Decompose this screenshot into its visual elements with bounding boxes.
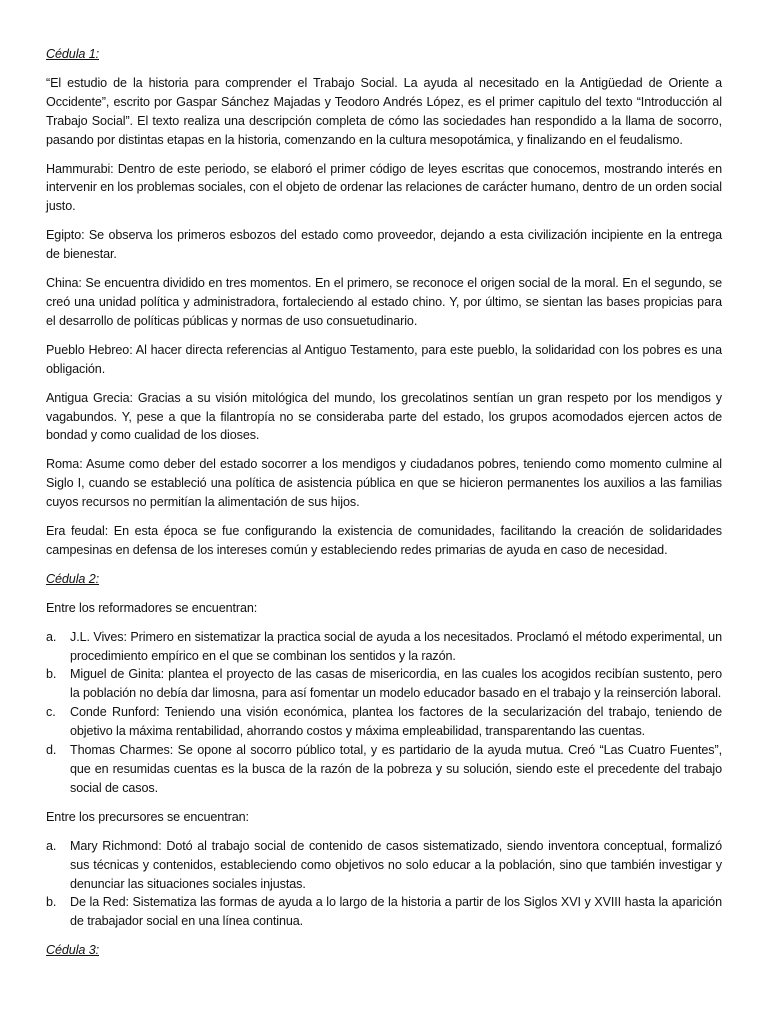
cedula-1-paragraph-china: China: Se encuentra dividido en tres momentos. En el primero, se reconoce el origen social de la moral. En el segundo, se creó una unidad política y administradora, fortaleciendo al estado chino. Y, por último, se sientan las bases propicias para el desarrollo de políticas públicas y normas de uso consuetudinario. [46, 276, 722, 328]
list-item-text: Thomas Charmes: Se opone al socorro público total, y es partidario de la ayuda mutua. Creó “Las Cuatro Fuentes”, que en resumidas cuentas es la busca de la razón de la pobreza y su solución, siendo este el precedente del trabajo social de casos. [70, 743, 722, 795]
reformadores-list [46, 628, 722, 798]
cedula-1-paragraph-era-feudal: Era feudal: En esta época se fue configurando la existencia de comunidades, facilitando la creación de solidaridades campesinas en defensa de los intereses común y estableciendo redes primarias de ayuda en caso de necesidad. [46, 524, 722, 557]
list-item [46, 665, 722, 703]
list-item-text: De la Red: Sistematiza las formas de ayuda a lo largo de la historia a partir de los Siglos XVI y XVIII hasta la aparición de trabajador social en una línea continua. [70, 895, 722, 929]
list-marker: c. [46, 705, 56, 720]
list-item-text: Conde Runford: Teniendo una visión económica, plantea los factores de la secularización del trabajo, teniendo de objetivo la máxima rentabilidad, ahorrando costos y máxima empleabilidad, transparentando las cuentas. [70, 705, 722, 739]
precursores-intro: Entre los precursores se encuentran: [46, 809, 249, 824]
list-marker: b. [46, 895, 57, 910]
cedula-1-heading: Cédula 1: [46, 47, 100, 61]
cedula-1-paragraph-pueblo-hebreo: Pueblo Hebreo: Al hacer directa referencias al Antiguo Testamento, para este pueblo, la solidaridad con los pobres es una obligación. [46, 342, 722, 376]
list-marker: a. [46, 838, 57, 853]
cedula-1-paragraph-egipto: Egipto: Se observa los primeros esbozos del estado como proveedor, dejando a esta civilización incipiente en la entrega de bienestar. [46, 228, 722, 262]
list-item [46, 893, 722, 931]
list-item [46, 628, 722, 666]
list-item-text: J.L. Vives: Primero en sistematizar la practica social de ayuda a los necesitados. Proclamó el método experimental, un procedimiento empírico en el que se combinan los sentidos y la razón. [70, 629, 722, 663]
cedula-1-paragraph-roma: Roma: Asume como deber del estado socorrer a los mendigos y ciudadanos pobres, teniendo como momento culmine al Siglo I, cuando se estableció una política de asistencia pública en que se hicieron permanentes los auxilios a las familias cuyos recursos no permitían la alimentación de sus hijos. [46, 457, 722, 510]
list-marker: d. [46, 743, 57, 758]
cedula-1-paragraph-antigua-grecia: Antigua Grecia: Gracias a su visión mitológica del mundo, los grecolatinos sentían un gran respeto por los mendigos y vagabundos. Y, pese a que la filantropía no se consideraba parte del estado, los grupos acomodados ejercen actos de bondad y como cualidad de los dioses. [46, 390, 722, 443]
list-marker: a. [46, 629, 57, 644]
cedula-2-heading: Cédula 2: [46, 571, 100, 586]
cedula-1-paragraph-intro: “El estudio de la historia para comprender el Trabajo Social. La ayuda al necesitado en la Antigüedad de Oriente a Occidente”, escrito por Gaspar Sánchez Majadas y Teodoro Andrés López, es el primer capitulo del texto “Introducción al Trabajo Social”. El texto realiza una descripción completa de cómo las sociedades han respondido a la llama de socorro, pasando por distintas etapas en la historia, comenzando en la cultura mesopotámica, y finalizando en el feudalismo. [46, 75, 722, 147]
reformadores-intro: Entre los reformadores se encuentran: [46, 600, 258, 615]
list-item [46, 837, 722, 894]
list-marker: b. [46, 667, 57, 682]
cedula-1-paragraph-hammurabi: Hammurabi: Dentro de este periodo, se elaboró el primer código de leyes escritas que conocemos, mostrando interés en intervenir en los problemas sociales, con el objeto de ordenar las relaciones de carácter humano, dentro de un orden social justo. [46, 161, 722, 214]
cedula-3-heading: Cédula 3: [46, 943, 100, 958]
list-item-text: Miguel de Ginita: plantea el proyecto de las casas de misericordia, en las cuales los acogidos recibían sustento, pero la población no debía dar limosna, para así fomentar un modelo educador basado en el trabajo y la reinserción laboral. [70, 667, 722, 701]
list-item [46, 741, 722, 798]
list-item [46, 703, 722, 741]
precursores-list [46, 837, 722, 932]
list-item-text: Mary Richmond: Dotó al trabajo social de contenido de casos sistematizado, siendo inventora conceptual, formalizó sus técnicas y contenidos, estableciendo como objetivos no solo educar a la población, sino que también investigar y denunciar las situaciones sociales injustas. [70, 838, 722, 891]
